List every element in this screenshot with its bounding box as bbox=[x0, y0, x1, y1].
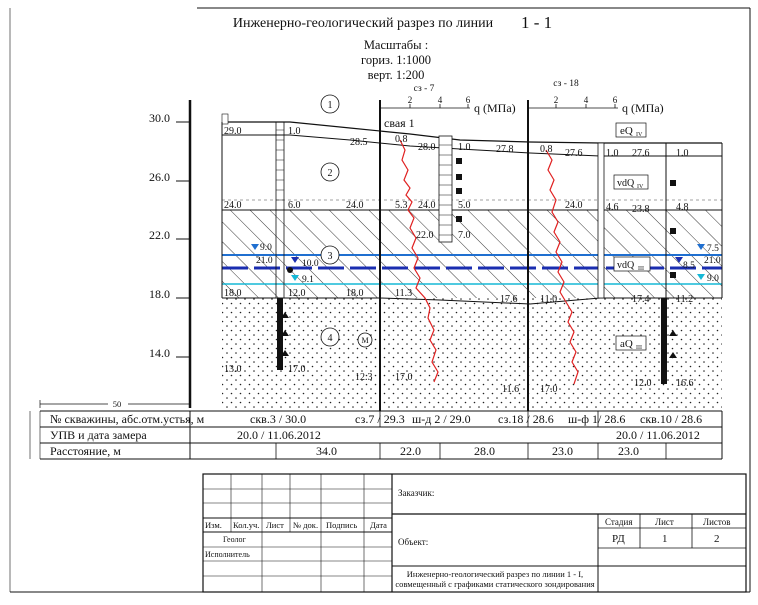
table-row1-label: № скважины, абс.отм.устья, м bbox=[50, 412, 205, 426]
elevation-tick-22: 22.0 bbox=[149, 228, 170, 242]
table-row3-cell: 23.0 bbox=[618, 444, 639, 458]
svg-text:11.2: 11.2 bbox=[676, 294, 694, 305]
svg-text:9.1: 9.1 bbox=[302, 275, 314, 285]
svg-text:5.0: 5.0 bbox=[458, 200, 471, 211]
stamp-description-1: Инженерно-геологический разрез по линии 1 - I, bbox=[406, 569, 584, 579]
dimension-50 bbox=[40, 398, 190, 409]
svg-text:23.8: 23.8 bbox=[632, 204, 650, 215]
index-aq bbox=[616, 336, 646, 351]
svg-text:24.0: 24.0 bbox=[418, 200, 436, 211]
svg-text:aQ: aQ bbox=[620, 338, 633, 350]
elevation-tick-26: 26.0 bbox=[149, 170, 170, 184]
table-row1-cell: ш-ф 1/ 28.6 bbox=[568, 412, 626, 426]
svg-text:17.4: 17.4 bbox=[632, 294, 650, 305]
drawing-title-line: 1 - 1 bbox=[521, 13, 553, 32]
stamp-header: Кол.уч. bbox=[233, 520, 260, 530]
svg-text:8.5: 8.5 bbox=[683, 261, 695, 271]
svg-text:4: 4 bbox=[327, 333, 333, 344]
svg-text:7.5: 7.5 bbox=[707, 244, 719, 254]
drawing-title: Инженерно-геологический разрез по линии bbox=[232, 16, 494, 31]
table-row3-cell: 28.0 bbox=[474, 444, 495, 458]
layer-number-4 bbox=[321, 328, 339, 346]
elevation-tick-14: 14.0 bbox=[149, 346, 170, 360]
elevation-axis bbox=[149, 100, 190, 408]
svg-text:vdQ: vdQ bbox=[617, 178, 635, 189]
svg-text:12.0: 12.0 bbox=[634, 378, 652, 389]
svg-text:IV: IV bbox=[636, 132, 643, 138]
svg-text:22.0: 22.0 bbox=[416, 230, 434, 241]
layer-4-marker bbox=[358, 333, 372, 347]
table-row1-cell: сз.7 / 29.3 bbox=[355, 412, 405, 426]
svg-text:1.0: 1.0 bbox=[458, 142, 471, 153]
elevation-tick-30: 30.0 bbox=[149, 111, 170, 125]
svg-text:28.0: 28.0 bbox=[418, 142, 436, 153]
scale-horizontal: гориз. 1:1000 bbox=[361, 53, 431, 67]
svg-text:9.0: 9.0 bbox=[260, 243, 272, 253]
chart7-tick-4: 4 bbox=[437, 95, 443, 105]
svg-text:1.0: 1.0 bbox=[676, 148, 689, 159]
chart18-tick-2: 2 bbox=[553, 95, 559, 105]
svg-text:29.0: 29.0 bbox=[224, 126, 242, 137]
svg-text:17.0: 17.0 bbox=[540, 384, 558, 395]
svg-text:0.8: 0.8 bbox=[540, 144, 553, 155]
svg-text:IV: IV bbox=[637, 184, 644, 190]
elevation-tick-18: 18.0 bbox=[149, 287, 170, 301]
index-vdq-iv bbox=[614, 175, 648, 190]
table-row3-cell: 34.0 bbox=[316, 444, 337, 458]
table-row2-cell: 20.0 / 11.06.2012 bbox=[237, 428, 321, 442]
stamp-stage: РД bbox=[612, 533, 625, 545]
stamp-executor: Исполнитель bbox=[205, 550, 250, 559]
table-row2-cell: 20.0 / 11.06.2012 bbox=[616, 428, 700, 442]
table-row1-cell: скв.3 / 30.0 bbox=[250, 412, 307, 426]
svg-text:5.3: 5.3 bbox=[395, 200, 408, 211]
svg-text:21.0: 21.0 bbox=[704, 256, 721, 266]
table-row1-cell: скв.10 / 28.6 bbox=[640, 412, 703, 426]
svg-text:17.0: 17.0 bbox=[288, 364, 306, 375]
section-table bbox=[30, 411, 722, 459]
stamp-header: Изм. bbox=[205, 520, 222, 530]
layer-number-1 bbox=[321, 95, 339, 113]
stamp-header: Лист bbox=[266, 520, 284, 530]
stamp-geologist: Геолог bbox=[223, 535, 246, 544]
index-vdq-iii bbox=[614, 257, 650, 272]
table-row2-label: УПВ и дата замера bbox=[50, 428, 147, 442]
svg-text:1.0: 1.0 bbox=[606, 148, 619, 159]
stamp-description-2: совмещенный с графиками статического зондирования bbox=[395, 579, 595, 589]
svg-text:12.3: 12.3 bbox=[355, 372, 373, 383]
svg-text:17.6: 17.6 bbox=[500, 294, 518, 305]
svg-text:13.0: 13.0 bbox=[224, 364, 242, 375]
svg-text:1: 1 bbox=[327, 100, 333, 111]
svg-text:0.8: 0.8 bbox=[395, 134, 408, 145]
chart7-unit: q (МПа) bbox=[474, 101, 516, 115]
index-eq bbox=[616, 123, 646, 138]
chart18-unit: q (МПа) bbox=[622, 101, 664, 115]
svg-text:3: 3 bbox=[327, 251, 333, 262]
chart7-tick-6: 6 bbox=[465, 95, 471, 105]
svg-text:28.5: 28.5 bbox=[350, 137, 368, 148]
stamp-header: № док. bbox=[293, 520, 319, 530]
svg-text:27.6: 27.6 bbox=[632, 148, 650, 159]
borehole-f1 bbox=[598, 143, 604, 298]
svg-text:6.0: 6.0 bbox=[288, 200, 301, 211]
svg-text:2: 2 bbox=[327, 168, 333, 179]
svg-text:50: 50 bbox=[112, 399, 122, 409]
chart18-tick-4: 4 bbox=[583, 95, 589, 105]
svg-text:4.6: 4.6 bbox=[606, 202, 619, 213]
svg-text:12.0: 12.0 bbox=[288, 288, 306, 299]
svg-text:7.0: 7.0 bbox=[458, 230, 471, 241]
table-row1-cell: сз.18 / 28.6 bbox=[498, 412, 554, 426]
table-row3-cell: 22.0 bbox=[400, 444, 421, 458]
chart18-name: сз - 18 bbox=[553, 79, 579, 89]
svg-text:24.0: 24.0 bbox=[565, 200, 583, 211]
stamp-header: Дата bbox=[370, 520, 387, 530]
svg-text:16.6: 16.6 bbox=[676, 378, 694, 389]
stamp-sheet: 1 bbox=[662, 533, 668, 545]
svg-text:21.0: 21.0 bbox=[256, 256, 273, 266]
svg-text:27.8: 27.8 bbox=[496, 144, 514, 155]
stamp-sheet-header: Лист bbox=[655, 517, 674, 527]
layer-4-sand bbox=[222, 298, 722, 411]
svg-text:9.0: 9.0 bbox=[707, 274, 719, 284]
layer-2-clay bbox=[222, 135, 722, 210]
svg-text:4.8: 4.8 bbox=[676, 202, 689, 213]
stamp-object: Объект: bbox=[398, 537, 429, 547]
svg-text:11.0: 11.0 bbox=[540, 294, 558, 305]
layer-number-3 bbox=[321, 246, 339, 264]
svg-text:vdQ: vdQ bbox=[617, 260, 635, 271]
svg-text:24.0: 24.0 bbox=[224, 200, 242, 211]
svg-text:III: III bbox=[638, 266, 644, 272]
svg-text:11.3: 11.3 bbox=[395, 288, 413, 299]
table-row3-label: Расстояние, м bbox=[50, 444, 121, 458]
svg-text:1.0: 1.0 bbox=[288, 126, 301, 137]
layer-number-2 bbox=[321, 163, 339, 181]
scale-vertical: верт. 1:200 bbox=[367, 68, 425, 82]
table-row3-cell: 23.0 bbox=[552, 444, 573, 458]
chart18-tick-6: 6 bbox=[612, 95, 618, 105]
stamp-sheets: 2 bbox=[714, 533, 720, 545]
stamp-sheets-header: Листов bbox=[703, 517, 731, 527]
svg-text:M: M bbox=[361, 336, 369, 345]
chart7-name: сз - 7 bbox=[413, 84, 435, 94]
stamp-customer: Заказчик: bbox=[398, 488, 435, 498]
svg-text:18.0: 18.0 bbox=[346, 288, 364, 299]
svg-text:III: III bbox=[636, 345, 642, 351]
table-row1-cell: ш-д 2 / 29.0 bbox=[412, 412, 471, 426]
svg-text:10.0: 10.0 bbox=[302, 259, 319, 269]
svg-text:27.6: 27.6 bbox=[565, 148, 583, 159]
chart7-tick-2: 2 bbox=[407, 95, 413, 105]
scales-title: Масштабы : bbox=[363, 38, 429, 52]
pile-shaft bbox=[439, 136, 452, 242]
svg-text:24.0: 24.0 bbox=[346, 200, 364, 211]
svg-text:11.6: 11.6 bbox=[502, 384, 520, 395]
svg-text:eQ: eQ bbox=[620, 125, 633, 137]
pile-label: свая 1 bbox=[384, 116, 415, 130]
svg-text:18.0: 18.0 bbox=[224, 288, 242, 299]
svg-text:17.0: 17.0 bbox=[395, 372, 413, 383]
stamp-header: Подпись bbox=[326, 520, 358, 530]
stamp-stage-header: Стадия bbox=[605, 517, 633, 527]
